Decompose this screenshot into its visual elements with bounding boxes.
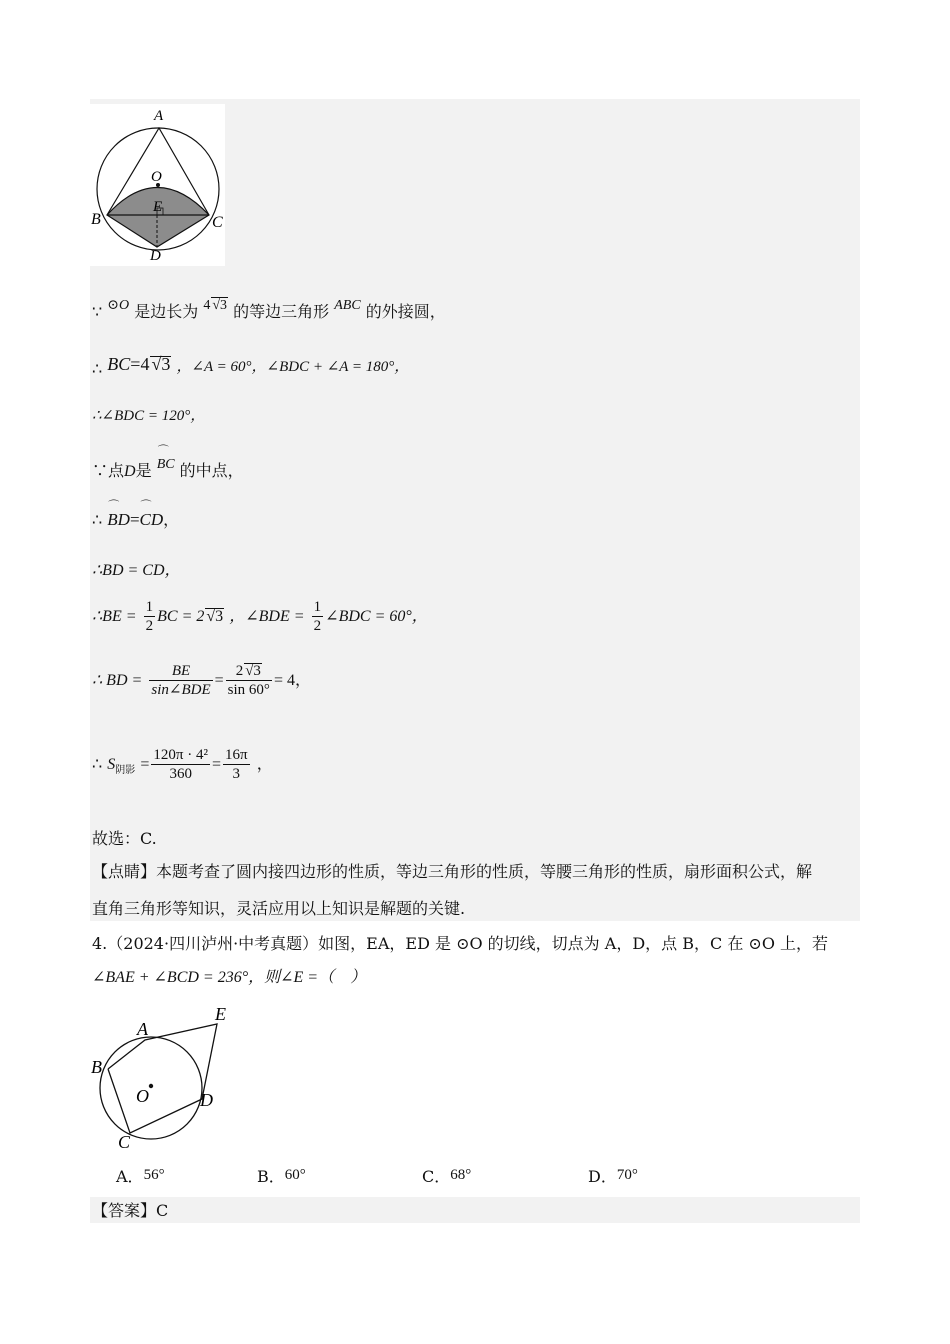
center-point xyxy=(149,1084,153,1088)
option-a[interactable]: A．56° xyxy=(116,1167,165,1186)
circle-o: ⊙O xyxy=(107,298,130,313)
segment-bc: BC xyxy=(107,354,131,374)
sqrt-3: √3 xyxy=(151,354,171,374)
arc-bd: ⌒ BD xyxy=(107,510,130,530)
fraction-16pi-over-3: $\frac{16\pi}{3}$ xyxy=(225,747,248,782)
label-o: O xyxy=(136,1086,149,1106)
answer-block xyxy=(90,1197,860,1223)
label-c: C xyxy=(118,1132,131,1152)
solution-line-6: ∴BD = CD， xyxy=(92,562,181,579)
sqrt-3: √3 xyxy=(206,608,224,625)
option-d[interactable]: D．70° xyxy=(588,1167,638,1186)
text-circumcircle: 的外接圆， xyxy=(365,302,446,321)
fraction-sector-area: $\frac{\text{120π · 4²}}{360}$ xyxy=(153,747,208,782)
question-line-2: ∠BAE + ∠BCD = 236°，则∠E =（ ） xyxy=(92,969,367,986)
label-o: O xyxy=(151,169,162,185)
solution-line-2: ∴ BC=4 √3 ，∠A = 60°，∠BDC + ∠A = 180°， xyxy=(92,354,410,378)
label-a: A xyxy=(137,1019,148,1039)
option-c[interactable]: C．68° xyxy=(422,1167,472,1186)
label-a: A xyxy=(154,108,164,124)
label-b: B xyxy=(91,1057,102,1077)
figure-tangent-circle xyxy=(90,1002,250,1152)
sqrt-3: √3 xyxy=(212,298,228,313)
figure-1-svg xyxy=(90,104,225,266)
arc-bc: ⌒ BC xyxy=(157,455,175,475)
solution-line-9: ∴ $S_{阴影}$ = $\frac{\text{120π · 4²}}{360}$ = $\frac{16\pi}{3}$ ， xyxy=(92,747,273,782)
because-symbol: ∵ xyxy=(92,302,103,321)
option-b[interactable]: B．60° xyxy=(257,1167,306,1186)
label-d: D xyxy=(200,1090,213,1110)
solution-line-7: ∴BE = $\frac{1}{2}$ BC = 2 √3 ，∠BDE = $\frac{1}{2}$ ∠BDC = 60°， xyxy=(92,599,428,634)
label-d: D xyxy=(150,248,161,264)
fraction-one-half-2: $\frac{1}{2}$ xyxy=(313,599,322,634)
fraction-be-over-sin: $\frac{BE}{\text{sin∠BDE}}$ xyxy=(151,663,211,698)
solution-line-3: ∴∠BDC = 120°， xyxy=(92,408,206,424)
text-side-length: 是边长为 xyxy=(134,302,199,321)
figure-2-svg xyxy=(90,1002,250,1152)
text-equilateral: 的等边三角形 xyxy=(233,302,330,321)
arc-cd: ⌒ CD xyxy=(140,510,164,530)
solution-choice: 故选：C. xyxy=(92,829,157,848)
solution-line-1 xyxy=(92,296,446,322)
fraction-one-half: $\frac{1}{2}$ xyxy=(145,599,154,634)
solution-line-8: ∴ BD = $\frac{BE}{\text{sin∠BDE}}$ = $\frac{2 √3}{\sin 60^\circ}$ = 4， xyxy=(92,663,311,698)
figure-circle-triangle xyxy=(90,104,225,266)
question-line-1: 4.（2024·四川泸州·中考真题）如图，EA，ED 是 ⊙O 的切线，切点为 A，D，点 B，C 在 ⊙O 上，若 xyxy=(92,934,829,953)
label-b: B xyxy=(91,211,101,228)
comment-line-1: 【点睛】本题考查了圆内接四边形的性质，等边三角形的性质，等腰三角形的性质，扇形面积公式，解 xyxy=(92,862,813,881)
angle-relations: ，∠A = 60°，∠BDC + ∠A = 180°， xyxy=(176,359,410,375)
solution-line-4: ∵点D是 ⌒ BC 的中点， xyxy=(92,455,244,482)
label-c: C xyxy=(212,214,223,231)
comment-line-2: 直角三角形等知识，灵活应用以上知识是解题的关键. xyxy=(92,899,466,918)
triangle-abc: ABC xyxy=(334,298,361,313)
fraction-2root3-over-sin60: $\frac{2 √3}{\sin 60^\circ}$ xyxy=(227,663,270,698)
label-e: E xyxy=(153,199,163,215)
value-four: 4 xyxy=(203,298,211,313)
answer-line: 【答案】C xyxy=(92,1201,169,1220)
solution-line-5: ∴ ⌒ BD=⌒ CD， xyxy=(92,510,179,530)
label-e: E xyxy=(215,1004,226,1024)
